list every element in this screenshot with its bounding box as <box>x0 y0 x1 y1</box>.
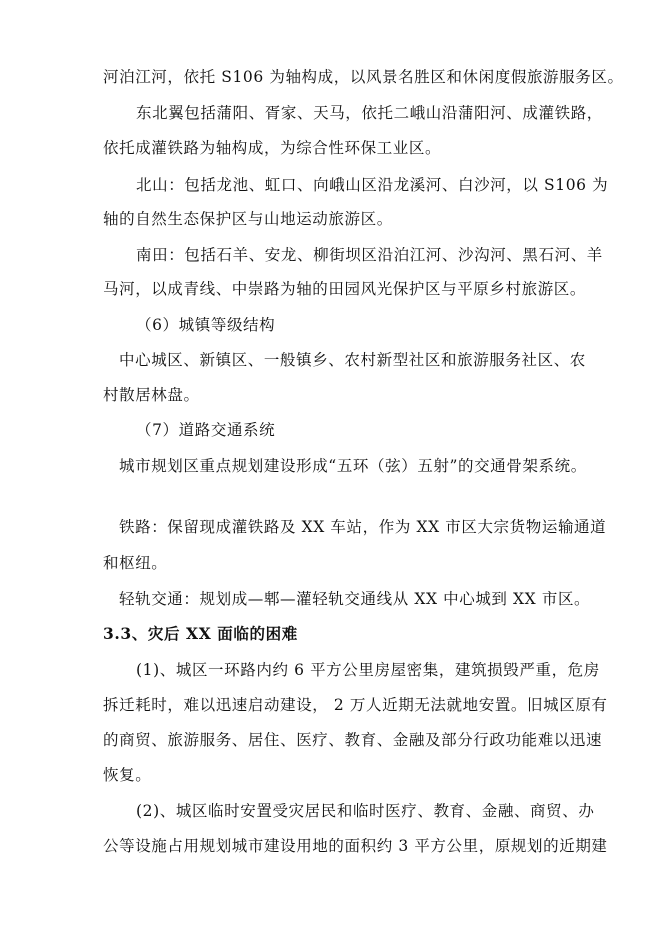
section-heading: 3.3、灾后 XX 面临的困难 <box>103 624 298 643</box>
text-line: 中心城区、新镇区、一般镇乡、农村新型社区和旅游服务社区、农 <box>119 351 586 369</box>
text-line: 南田：包括石羊、安龙、柳街坝区沿泊江河、沙沟河、黑石河、羊 <box>136 246 603 264</box>
text-line: (1)、城区一环路内约 6 平方公里房屋密集，建筑损毁严重，危房 <box>136 661 600 679</box>
text-line: 马河，以成青线、中崇路为轴的田园风光保护区与平原乡村旅游区。 <box>103 280 587 298</box>
text-line: 北山：包括龙池、虹口、向峨山区沿龙溪河、白沙河，以 S106 为 <box>136 176 609 194</box>
text-line: 拆迁耗时，难以迅速启动建设， 2 万人近期无法就地安置。旧城区原有 <box>103 696 608 714</box>
text-line: 依托成灌铁路为轴构成，为综合性环保工业区。 <box>103 139 442 157</box>
section-heading: （7）道路交通系统 <box>136 421 276 439</box>
text-line: 城市规划区重点规划建设形成“五环（弦）五射”的交通骨架系统。 <box>119 457 587 475</box>
text-line: 河泊江河，依托 S106 为轴构成，以风景名胜区和休闲度假旅游服务区。 <box>103 68 624 86</box>
text-line: 轻轨交通：规划成—郫—灌轻轨交通线从 XX 中心城到 XX 市区。 <box>119 590 591 608</box>
text-line: 村散居林盘。 <box>103 386 200 404</box>
text-line: 的商贸、旅游服务、居住、医疗、教育、金融及部分行政功能难以迅速 <box>103 731 603 749</box>
section-heading: （6）城镇等级结构 <box>136 316 276 334</box>
text-line: 铁路：保留现成灌铁路及 XX 车站，作为 XX 市区大宗货物运输通道 <box>119 518 607 536</box>
text-line: 和枢纽。 <box>103 554 168 572</box>
text-line: (2)、城区临时安置受灾居民和临时医疗、教育、金融、商贸、办 <box>136 802 595 820</box>
text-line: 东北翼包括蒲阳、胥家、天马，依托二峨山沿蒲阳河、成灌铁路， <box>136 104 603 122</box>
text-line: 恢复。 <box>103 766 152 784</box>
text-line: 公等设施占用规划城市建设用地的面积约 3 平方公里，原规划的近期建 <box>103 837 608 855</box>
text-line: 轴的自然生态保护区与山地运动旅游区。 <box>103 210 393 228</box>
